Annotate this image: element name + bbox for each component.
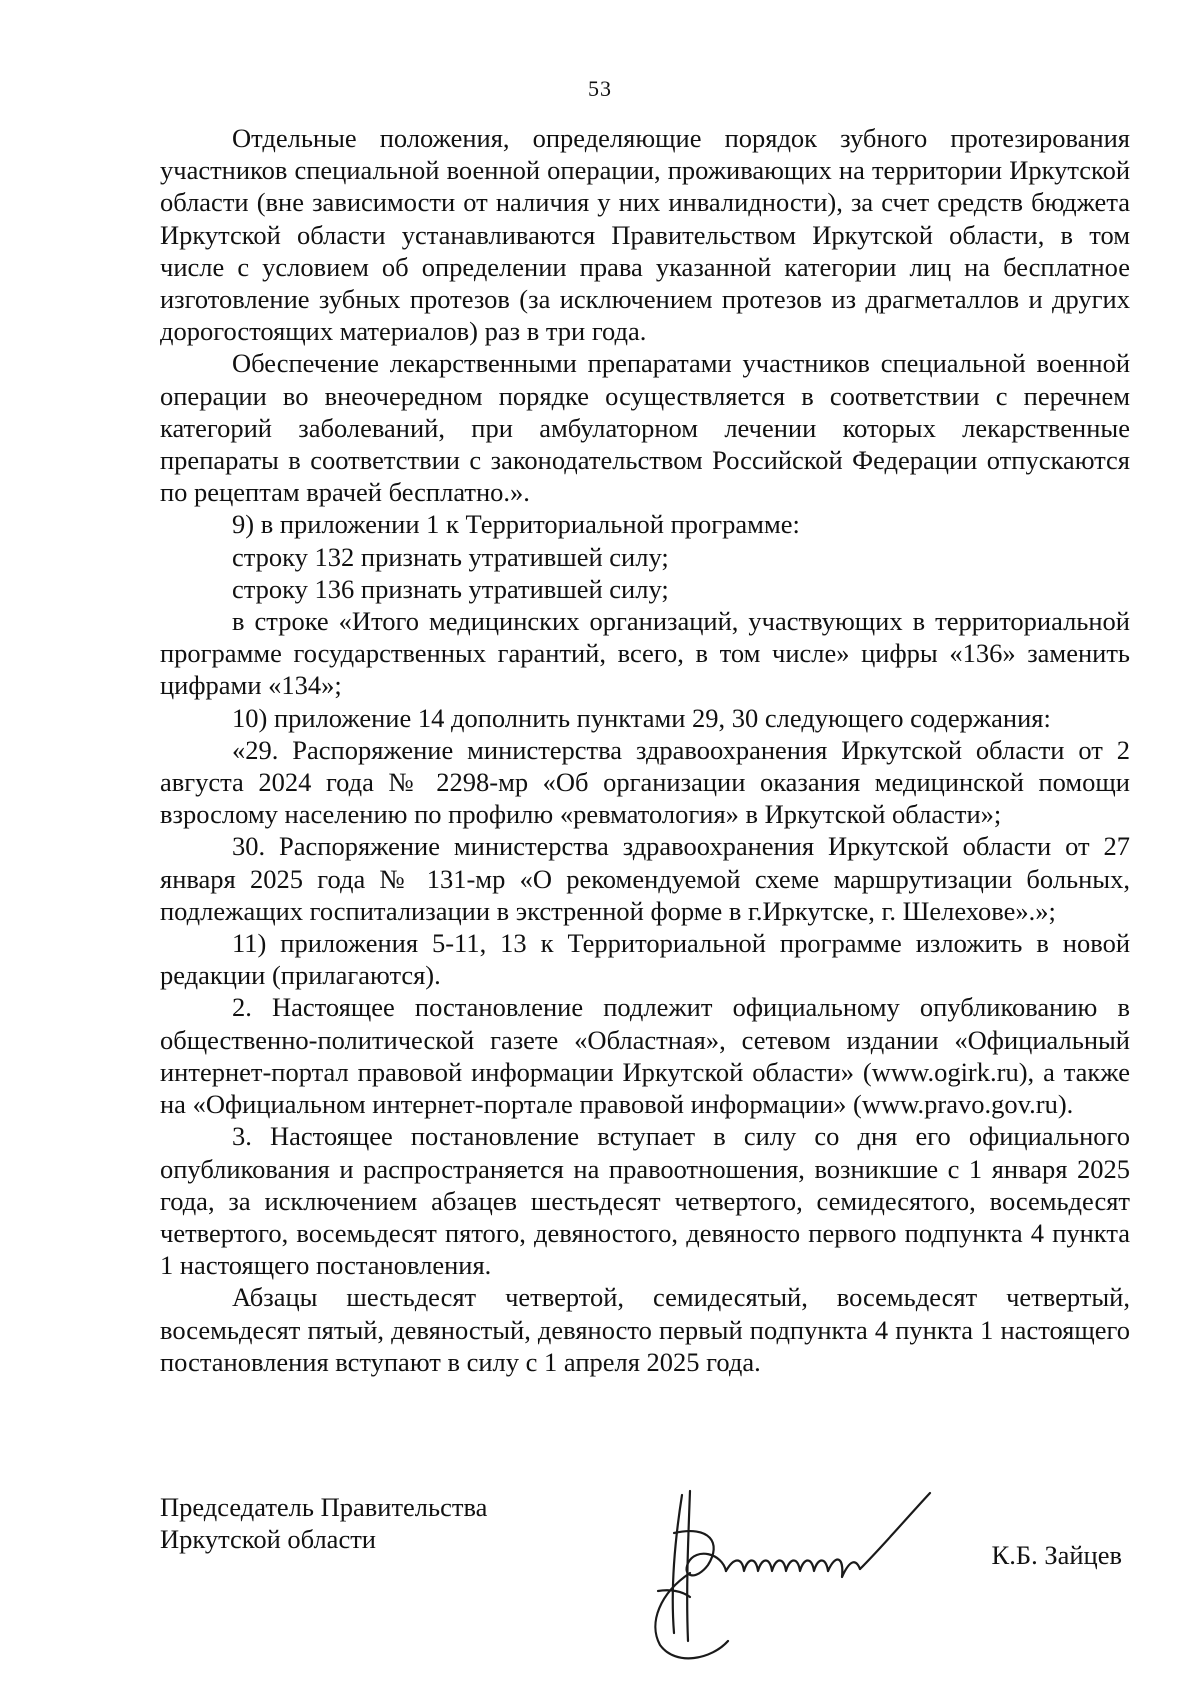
signatory-title-line-2: Иркутской области <box>160 1524 376 1554</box>
paragraph-section-2: 2. Настоящее постановление подлежит официальному опубликованию в общественно-политической газете «Областная», сетевом издании «Официальный интернет-портал правовой информации Иркутской области» (www.ogirk.ru), а также на «Официальном интернет-портале правовой информации» (www.pravo.gov.ru). <box>160 992 1130 1120</box>
paragraph-medicines: Обеспечение лекарственными препаратами участников специальной военной операции во внеочередном порядке осуществляется в соответствии с перечнем категорий заболеваний, при амбулаторном лечении которых лекарственные препараты в соответствии с законодательством Российской Федерации отпускаются по рецептам врачей бесплатно.». <box>160 348 1130 508</box>
paragraph-item-9: 9) в приложении 1 к Территориальной программе: <box>232 509 800 540</box>
paragraph-row-132: строку 132 признать утратившей силу; <box>232 541 669 572</box>
paragraph-section-3: 3. Настоящее постановление вступает в силу со дня его официального опубликования и распространяется на правоотношения, возникшие с 1 января 2025 года, за исключением абзацев шестьдесят четвертого, семидесятого, восемьдесят четвертого, восемьдесят пятого, девяностого, девяносто первого подпункта 4 пункта 1 настоящего постановления. <box>160 1121 1130 1281</box>
document-body <box>160 122 1130 1378</box>
signatory-name: К.Б. Зайцев <box>991 1540 1122 1570</box>
handwritten-signature <box>630 1473 960 1673</box>
paragraph-item-10: 10) приложение 14 дополнить пунктами 29, 30 следующего содержания: <box>232 702 1051 733</box>
paragraph-dental-prosthetics: Отдельные положения, определяющие порядок зубного протезирования участников специальной военной операции, проживающих на территории Иркутской области (вне зависимости от наличия у них инвалидности), за счет средств бюджета Иркутской области устанавливаются Правительством Иркутской области, в том числе с условием об определении права указанной категории лиц на бесплатное изготовление зубных протезов (за исключением протезов из драгметаллов и других дорогостоящих материалов) раз в три года. <box>160 123 1130 347</box>
page-number: 53 <box>588 76 612 101</box>
paragraph-item-11: 11) приложения 5-11, 13 к Территориальной программе изложить в новой редакции (прилагаются). <box>160 928 1130 991</box>
paragraph-point-30: 30. Распоряжение министерства здравоохранения Иркутской области от 27 января 2025 года № 131-мр «О рекомендуемой схеме маршрутизации больных, подлежащих госпитализации в экстренной форме в г.Иркутске, г. Шелехове».»; <box>160 831 1130 926</box>
signature-block <box>160 1491 1130 1661</box>
signatory-title-line-1: Председатель Правительства <box>160 1492 488 1522</box>
signatory-title <box>160 1491 487 1555</box>
paragraph-effective-date: Абзацы шестьдесят четвертой, семидесятый, восемьдесят четвертый, восемьдесят пятый, девяностый, девяносто первый подпункта 4 пункта 1 настоящего постановления вступают в силу с 1 апреля 2025 года. <box>160 1282 1130 1377</box>
paragraph-total-row: в строке «Итого медицинских организаций, участвующих в территориальной программе государственных гарантий, всего, в том числе» цифры «136» заменить цифрами «134»; <box>160 606 1130 701</box>
paragraph-row-136: строку 136 признать утратившей силу; <box>232 573 669 604</box>
paragraph-point-29: «29. Распоряжение министерства здравоохранения Иркутской области от 2 августа 2024 года № 2298-мр «Об организации оказания медицинской помощи взрослому населению по профилю «ревматология» в Иркутской области»; <box>160 734 1130 830</box>
